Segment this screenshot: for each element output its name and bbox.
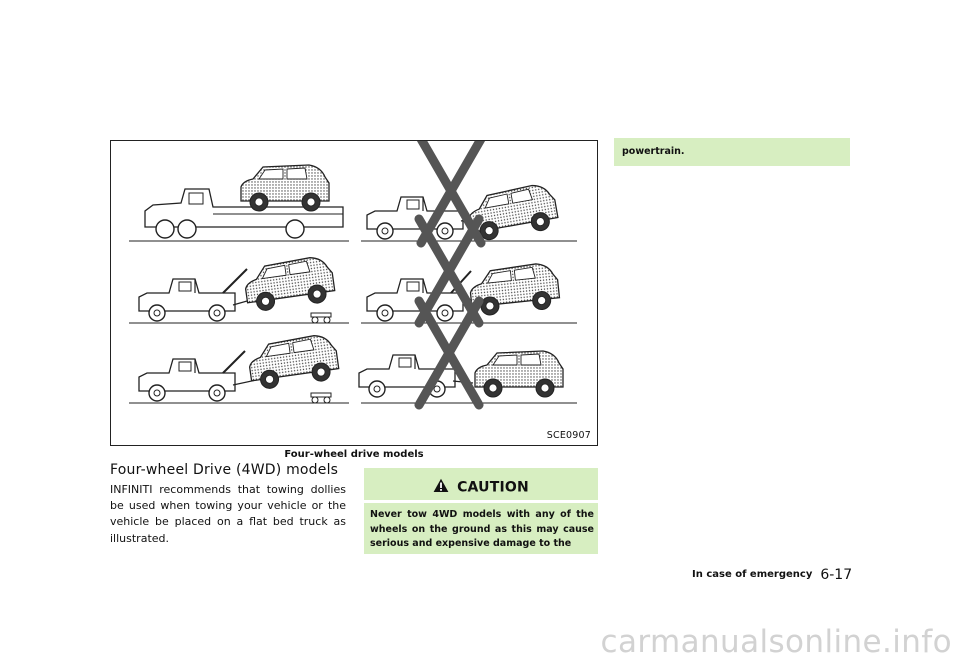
towing-illustration [111,141,597,445]
caution-heading: CAUTION [457,479,529,496]
section-body: INFINITI recommends that towing dollies be used when towing your vehicle or the vehicle be placed on a flat bed truck as illustrated. [110,483,346,545]
continued-text: powertrain. [622,146,685,157]
prohibited-scene-2 [361,219,577,323]
caution-box [364,468,598,554]
section-title: Four-wheel Drive (4WD) models [110,462,339,478]
watermark: carmanualsonline.info [600,624,952,660]
dolly-tow-scene-front [129,255,349,323]
towing-figure [110,140,598,446]
page-number: 6-17 [820,566,853,583]
caution-text: Never tow 4WD models with any of the wheels on the ground as this may cause serious and expensive damage to the [370,509,594,549]
footer-section-name: In case of emergency [692,569,813,580]
page-footer [692,564,852,583]
caution-divider [364,500,598,503]
dolly-tow-scene-rear [129,333,349,403]
warning-triangle-icon [433,478,449,497]
figure-caption: Four-wheel drive models [284,449,424,460]
continued-box [614,138,850,166]
flatbed-truck-scene [129,165,349,241]
figure-code: SCE0907 [546,430,591,441]
caution-heading-row [364,478,598,497]
